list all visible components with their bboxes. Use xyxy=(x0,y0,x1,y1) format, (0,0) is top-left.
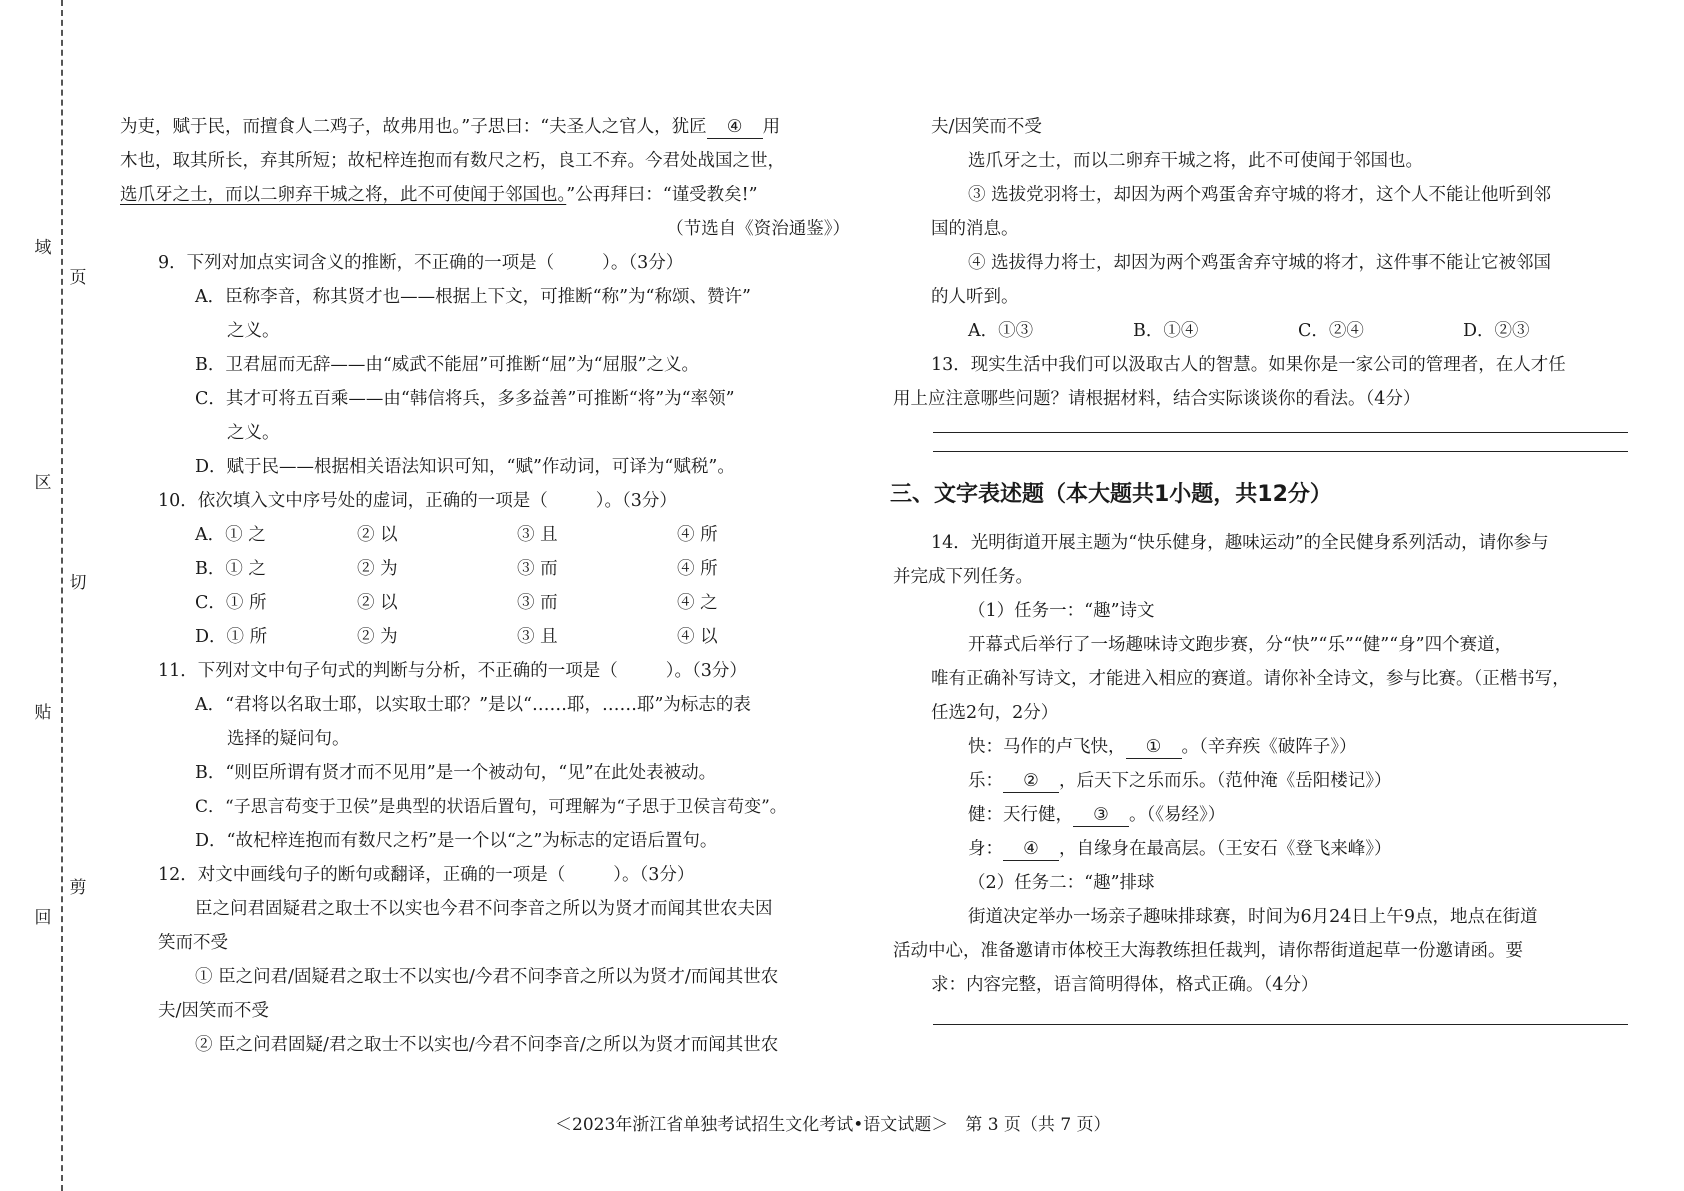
cut-line xyxy=(61,0,63,1191)
q13-stem: 13．现实生活中我们可以汲取古人的智慧。如果你是一家公司的管理者，在人才任 xyxy=(931,355,1566,375)
right-column xyxy=(890,110,1628,1043)
q9-option-c: C．其才可将五百乘——由“韩信将兵，多多益善”可推断“将”为“率领” xyxy=(195,389,735,409)
q12-option-4: ④ 选拔得力将士，却因为两个鸡蛋舍弃守城的将才，这件事不能让它被邻国 xyxy=(968,253,1552,273)
q12-option-2: ② 臣之问君固疑/君之取士不以实也/今君不问李音/之所以为贤才而闻其世农 xyxy=(195,1035,779,1055)
q12-option-3: ③ 选拔党羽将士，却因为两个鸡蛋舍弃守城的将才，这个人不能让他听到邻 xyxy=(968,185,1552,205)
q12-option-2-cont: 夫/因笑而不受 xyxy=(931,117,1042,137)
passage-source: （节选自《资治通鉴》） xyxy=(666,219,850,239)
margin-mark-tie: 贴 xyxy=(34,703,52,723)
task-1-text-cont-2: 任选2句，2分） xyxy=(931,703,1059,723)
q12-option-1-cont: 夫/因笑而不受 xyxy=(158,1001,269,1021)
q12-choice-a: A．①③ xyxy=(968,321,1034,341)
margin-mark-ye: 页 xyxy=(69,268,87,288)
q10-row-d: D．① 所 ② 为 ③ 且 ④ 以 xyxy=(195,627,718,647)
q13-answer-line-1[interactable] xyxy=(933,432,1628,433)
q10-stem: 10．依次填入文中序号处的虚词，正确的一项是（ ）。（3分） xyxy=(158,491,677,511)
page-footer: ＜2023年浙江省单独考试招生文化考试•语文试题＞ 第 3 页（共 7 页） xyxy=(555,1115,1111,1135)
q12-stem: 12．对文中画线句子的断句或翻译，正确的一项是（ ）。（3分） xyxy=(158,865,695,885)
q12-option-1: ① 臣之问君/固疑君之取士不以实也/今君不问李音之所以为贤才/而闻其世农 xyxy=(195,967,779,987)
q12-translation-sentence: 选爪牙之士，而以二卵弃干城之将，此不可使闻于邻国也。 xyxy=(968,151,1423,171)
q11-stem: 11．下列对文中句子句式的判断与分析，不正确的一项是（ ）。（3分） xyxy=(158,661,747,681)
q9-option-c-cont: 之义。 xyxy=(227,423,280,443)
q9-option-a: A．臣称李音，称其贤才也——根据上下文，可推断“称”为“称颂、赞许” xyxy=(195,287,751,307)
poem-le: 乐： ② ，后天下之乐而乐。（范仲淹《岳阳楼记》） xyxy=(968,771,1392,791)
section-3-title: 三、文字表述题（本大题共1小题，共12分） xyxy=(890,482,1332,507)
task-2-text-cont-2: 求：内容完整，语言简明得体，格式正确。（4分） xyxy=(931,975,1319,995)
q12-answer-choices xyxy=(893,314,1628,348)
underlined-sentence: 选爪牙之士，而以二卵弃干城之将，此不可使闻于邻国也。 xyxy=(120,185,567,205)
margin-mark-qu: 区 xyxy=(34,473,52,493)
q11-option-c: C．“子思言苟变于卫侯”是典型的状语后置句，可理解为“子思于卫侯言苟变”。 xyxy=(195,797,787,817)
poem-kuai: 快：马作的卢飞快， ① 。（辛弃疾《破阵子》） xyxy=(968,737,1357,757)
q12-text-cont: 笑而不受 xyxy=(158,933,228,953)
poem-blank-3[interactable]: ③ xyxy=(1073,804,1129,827)
q11-option-a-cont: 选择的疑问句。 xyxy=(227,729,350,749)
q12-text: 臣之问君固疑君之取士不以实也今君不问李音之所以为贤才而闻其世农夫因 xyxy=(195,899,773,919)
q13-stem-cont: 用上应注意哪些问题？请根据材料，结合实际谈谈你的看法。（4分） xyxy=(893,389,1421,409)
q11-option-b: B．“则臣所谓有贤才而不见用”是一个被动句，“见”在此处表被动。 xyxy=(195,763,717,783)
poem-blank-4[interactable]: ④ xyxy=(1003,838,1059,861)
q9-option-b: B．卫君屈而无辞——由“威武不能屈”可推断“屈”为“屈服”之义。 xyxy=(195,355,700,375)
task-1-title: （1）任务一：“趣”诗文 xyxy=(968,601,1155,621)
task-2-text-cont: 活动中心，准备邀请市体校王大海教练担任裁判，请你帮街道起草一份邀请函。要 xyxy=(893,941,1523,961)
q10-row-a: A．① 之 ② 以 ③ 且 ④ 所 xyxy=(195,525,718,545)
passage-blank-4: ④ xyxy=(707,116,763,139)
margin-mark-hui: 回 xyxy=(34,908,52,928)
q12-choice-c: C．②④ xyxy=(1298,321,1364,341)
q10-row-c: C．① 所 ② 以 ③ 而 ④ 之 xyxy=(195,593,718,613)
task-1-text: 开幕式后举行了一场趣味诗文跑步赛，分“快”“乐”“健”“身”四个赛道， xyxy=(968,635,1513,655)
margin-mark-yu: 域 xyxy=(34,238,52,258)
q12-option-3-cont: 国的消息。 xyxy=(931,219,1019,239)
q14-answer-line[interactable] xyxy=(933,1024,1628,1025)
q9-option-a-cont: 之义。 xyxy=(227,321,280,341)
margin-mark-jian: 剪 xyxy=(69,878,87,898)
poem-shen: 身： ④ ，自缘身在最高层。（王安石《登飞来峰》） xyxy=(968,839,1392,859)
q11-option-a: A．“君将以名取士耶，以实取士耶？”是以“……耶，……耶”为标志的表 xyxy=(195,695,751,715)
passage-line-2: 木也，取其所长，弃其所短；故杞梓连抱而有数尺之朽，良工不弃。今君处战国之世， xyxy=(120,151,785,171)
poem-blank-1[interactable]: ① xyxy=(1126,736,1182,759)
q9-option-d: D．赋于民——根据相关语法知识可知，“赋”作动词，可译为“赋税”。 xyxy=(195,457,735,477)
q9-stem: 9．下列对加点实词含义的推断，不正确的一项是（ ）。（3分） xyxy=(158,253,684,273)
task-1-text-cont: 唯有正确补写诗文，才能进入相应的赛道。请你补全诗文，参与比赛。（正楷书写， xyxy=(931,669,1570,689)
left-column xyxy=(120,110,850,1062)
q13-answer-line-2[interactable] xyxy=(933,451,1628,452)
margin-mark-qie: 切 xyxy=(69,573,87,593)
q12-choice-d: D．②③ xyxy=(1463,321,1530,341)
poem-jian: 健：天行健， ③ 。（《易经》） xyxy=(968,805,1226,825)
q12-choice-b: B．①④ xyxy=(1133,321,1199,341)
passage-line-3: 选爪牙之士，而以二卵弃干城之将，此不可使闻于邻国也。”公再拜曰：“谨受教矣!” xyxy=(120,185,758,205)
q12-option-4-cont: 的人听到。 xyxy=(931,287,1019,307)
q14-stem-cont: 并完成下列任务。 xyxy=(893,567,1033,587)
task-2-title: （2）任务二：“趣”排球 xyxy=(968,873,1155,893)
passage-line-1: 为吏，赋于民，而擅食人二鸡子，故弗用也。”子思曰：“夫圣人之官人，犹匠 ④ 用 xyxy=(120,117,781,137)
task-2-text: 街道决定举办一场亲子趣味排球赛，时间为6月24日上午9点，地点在街道 xyxy=(968,907,1538,927)
q11-option-d: D．“故杞梓连抱而有数尺之朽”是一个以“之”为标志的定语后置句。 xyxy=(195,831,718,851)
poem-blank-2[interactable]: ② xyxy=(1003,770,1059,793)
q14-stem: 14．光明街道开展主题为“快乐健身，趣味运动”的全民健身系列活动，请你参与 xyxy=(931,533,1549,553)
q10-row-b: B．① 之 ② 为 ③ 而 ④ 所 xyxy=(195,559,718,579)
